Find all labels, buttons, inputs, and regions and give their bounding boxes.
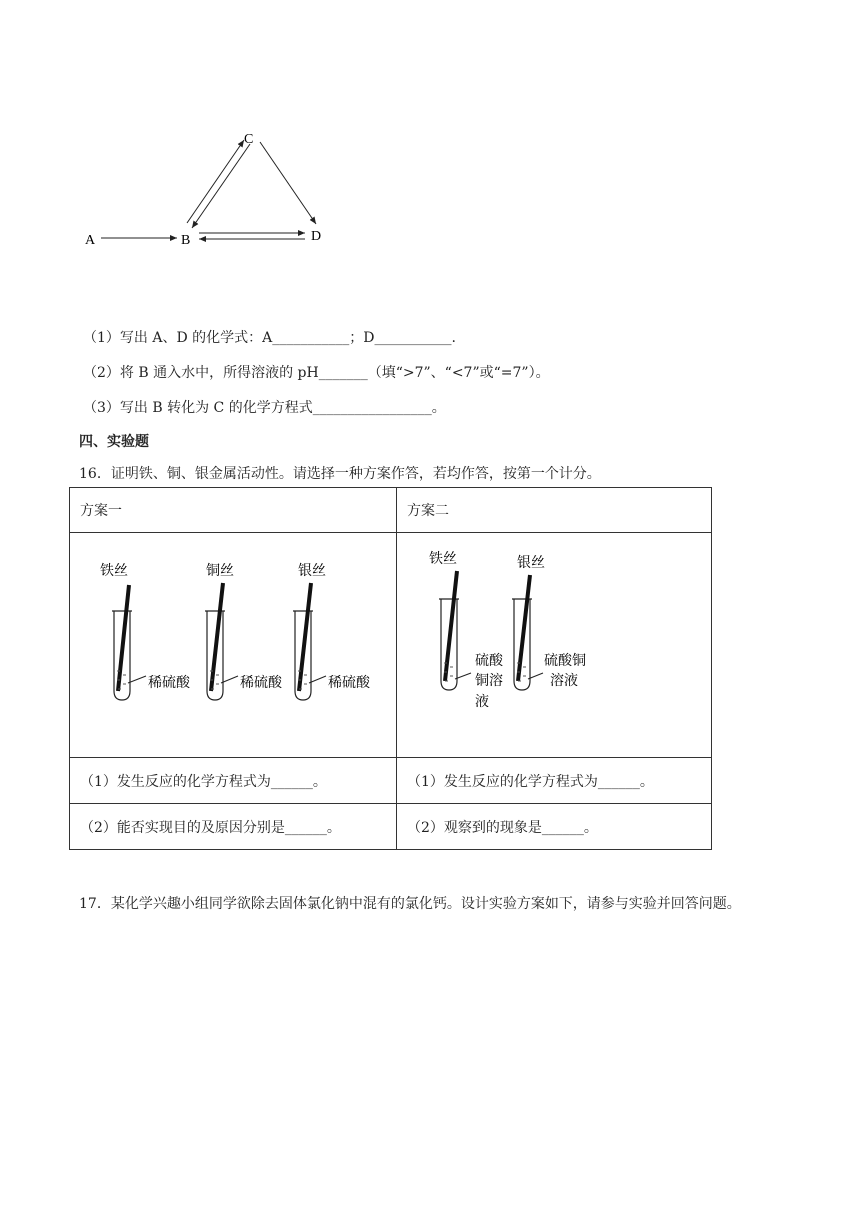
tube-silver-cuso4: [512, 555, 586, 690]
scheme2-q1: （1）发生反应的化学方程式为______。: [397, 758, 712, 804]
q15-part2: （2）将 B 通入水中，所得溶液的 pH_______（填“>7”、“<7”或“=7”）。: [83, 365, 550, 381]
liquid-label-1a: 硫酸: [475, 653, 503, 669]
scheme1-q2: （2）能否实现目的及原因分别是______。: [70, 804, 397, 850]
scheme1-title: 方案一: [70, 488, 397, 533]
scheme2-title: 方案二: [397, 488, 712, 533]
liquid-label-2a: 硫酸铜: [544, 653, 586, 669]
q15-part1: （1）写出 A、D 的化学式：A___________；D___________.: [83, 330, 456, 346]
tube-copper: [205, 562, 283, 700]
arrow-c-to-d: [260, 142, 316, 224]
arrow-b-to-c: [187, 140, 244, 223]
iron-wire-2: [445, 571, 457, 681]
q17-stem: 17．某化学兴趣小组同学欲除去固体氯化钠中混有的氯化钙。设计实验方案如下，请参与实验并回答问题。: [79, 896, 741, 912]
scheme1-q1: （1）发生反应的化学方程式为______。: [70, 758, 397, 804]
node-d: D: [311, 229, 322, 244]
liquid-label-copper: 稀硫酸: [240, 675, 282, 691]
node-c: C: [244, 132, 254, 147]
wire-label-iron: 铁丝: [100, 563, 128, 579]
wire-label-silver: 银丝: [298, 563, 326, 579]
node-a: A: [85, 233, 96, 248]
tube-silver: [293, 563, 371, 700]
tube-iron-cuso4: [429, 550, 504, 710]
q16-stem: 16．证明铁、铜、银金属活动性。请选择一种方案作答，若均作答，按第一个计分。: [79, 466, 601, 482]
scheme-table: [69, 487, 712, 850]
q15-part3: （3）写出 B 转化为 C 的化学方程式_________________。: [83, 400, 446, 416]
section-title: 四、实验题: [79, 434, 149, 450]
scheme1-figure: [70, 533, 397, 758]
liquid-label-iron: 稀硫酸: [148, 675, 190, 691]
arrow-c-to-b: [192, 144, 250, 228]
scheme2-tubes: [407, 533, 701, 757]
liquid-label-1b: 铜溶: [475, 673, 503, 689]
scheme2-figure: [397, 533, 712, 758]
tube-iron: [100, 562, 191, 700]
liquid-label-2b: 溶液: [550, 673, 578, 689]
wire-label-silver-2: 银丝: [517, 555, 545, 571]
wire-label-iron-2: 铁丝: [429, 551, 457, 567]
silver-wire-2: [518, 575, 530, 681]
liquid-label-1c: 液: [475, 694, 489, 710]
scheme2-q2: （2）观察到的现象是______。: [397, 804, 712, 850]
scheme1-tubes: [80, 533, 386, 757]
wire-label-copper: 铜丝: [206, 563, 234, 579]
node-b: B: [181, 233, 191, 248]
liquid-label-silver: 稀硫酸: [328, 675, 370, 691]
relation-diagram: [75, 120, 345, 255]
